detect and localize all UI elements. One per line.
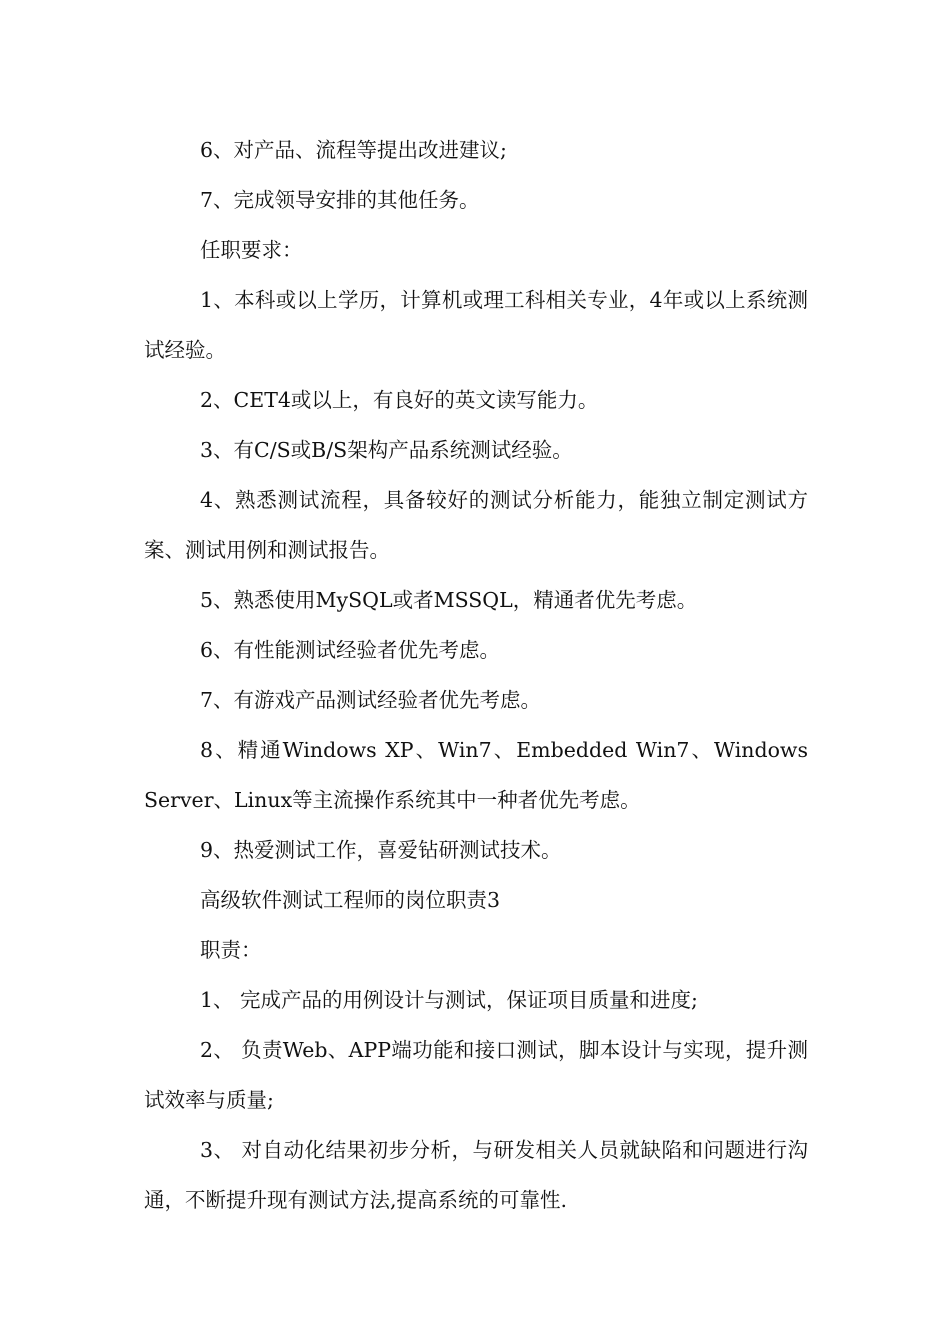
paragraph-duty-2: 2、 负责Web、APP端功能和接口测试，脚本设计与实现，提升测试效率与质量; — [144, 1038, 808, 1112]
paragraph-requirement-8: 8、精通Windows XP、Win7、Embedded Win7、Windows Server、Linux等主流操作系统其中一种者优先考虑。 — [144, 738, 808, 812]
paragraph-duty-1: 1、 完成产品的用例设计与测试，保证项目质量和进度; — [200, 988, 698, 1012]
paragraph-requirement-6: 6、有性能测试经验者优先考虑。 — [200, 638, 501, 662]
paragraph-duty-3: 3、 对自动化结果初步分析，与研发相关人员就缺陷和问题进行沟通，不断提升现有测试方法,提高系统的可靠性. — [144, 1138, 808, 1212]
paragraph-requirement-3: 3、有C/S或B/S架构产品系统测试经验。 — [200, 438, 573, 462]
paragraph-other-tasks: 7、完成领导安排的其他任务。 — [200, 188, 480, 212]
heading-responsibilities: 职责： — [200, 938, 262, 962]
paragraph-requirement-4: 4、熟悉测试流程，具备较好的测试分析能力，能独立制定测试方案、测试用例和测试报告。 — [144, 488, 808, 562]
section-title-responsibilities-3: 高级软件测试工程师的岗位职责3 — [200, 888, 501, 912]
paragraph-requirement-2: 2、CET4或以上，有良好的英文读写能力。 — [200, 388, 599, 412]
paragraph-improvement-suggestions: 6、对产品、流程等提出改进建议; — [200, 138, 507, 162]
heading-job-requirements: 任职要求： — [200, 238, 303, 262]
paragraph-requirement-9: 9、热爱测试工作，喜爱钻研测试技术。 — [200, 838, 562, 862]
paragraph-requirement-7: 7、有游戏产品测试经验者优先考虑。 — [200, 688, 542, 712]
paragraph-requirement-5: 5、熟悉使用MySQL或者MSSQL，精通者优先考虑。 — [200, 588, 698, 612]
paragraph-requirement-1: 1、本科或以上学历，计算机或理工科相关专业，4年或以上系统测试经验。 — [144, 288, 808, 362]
